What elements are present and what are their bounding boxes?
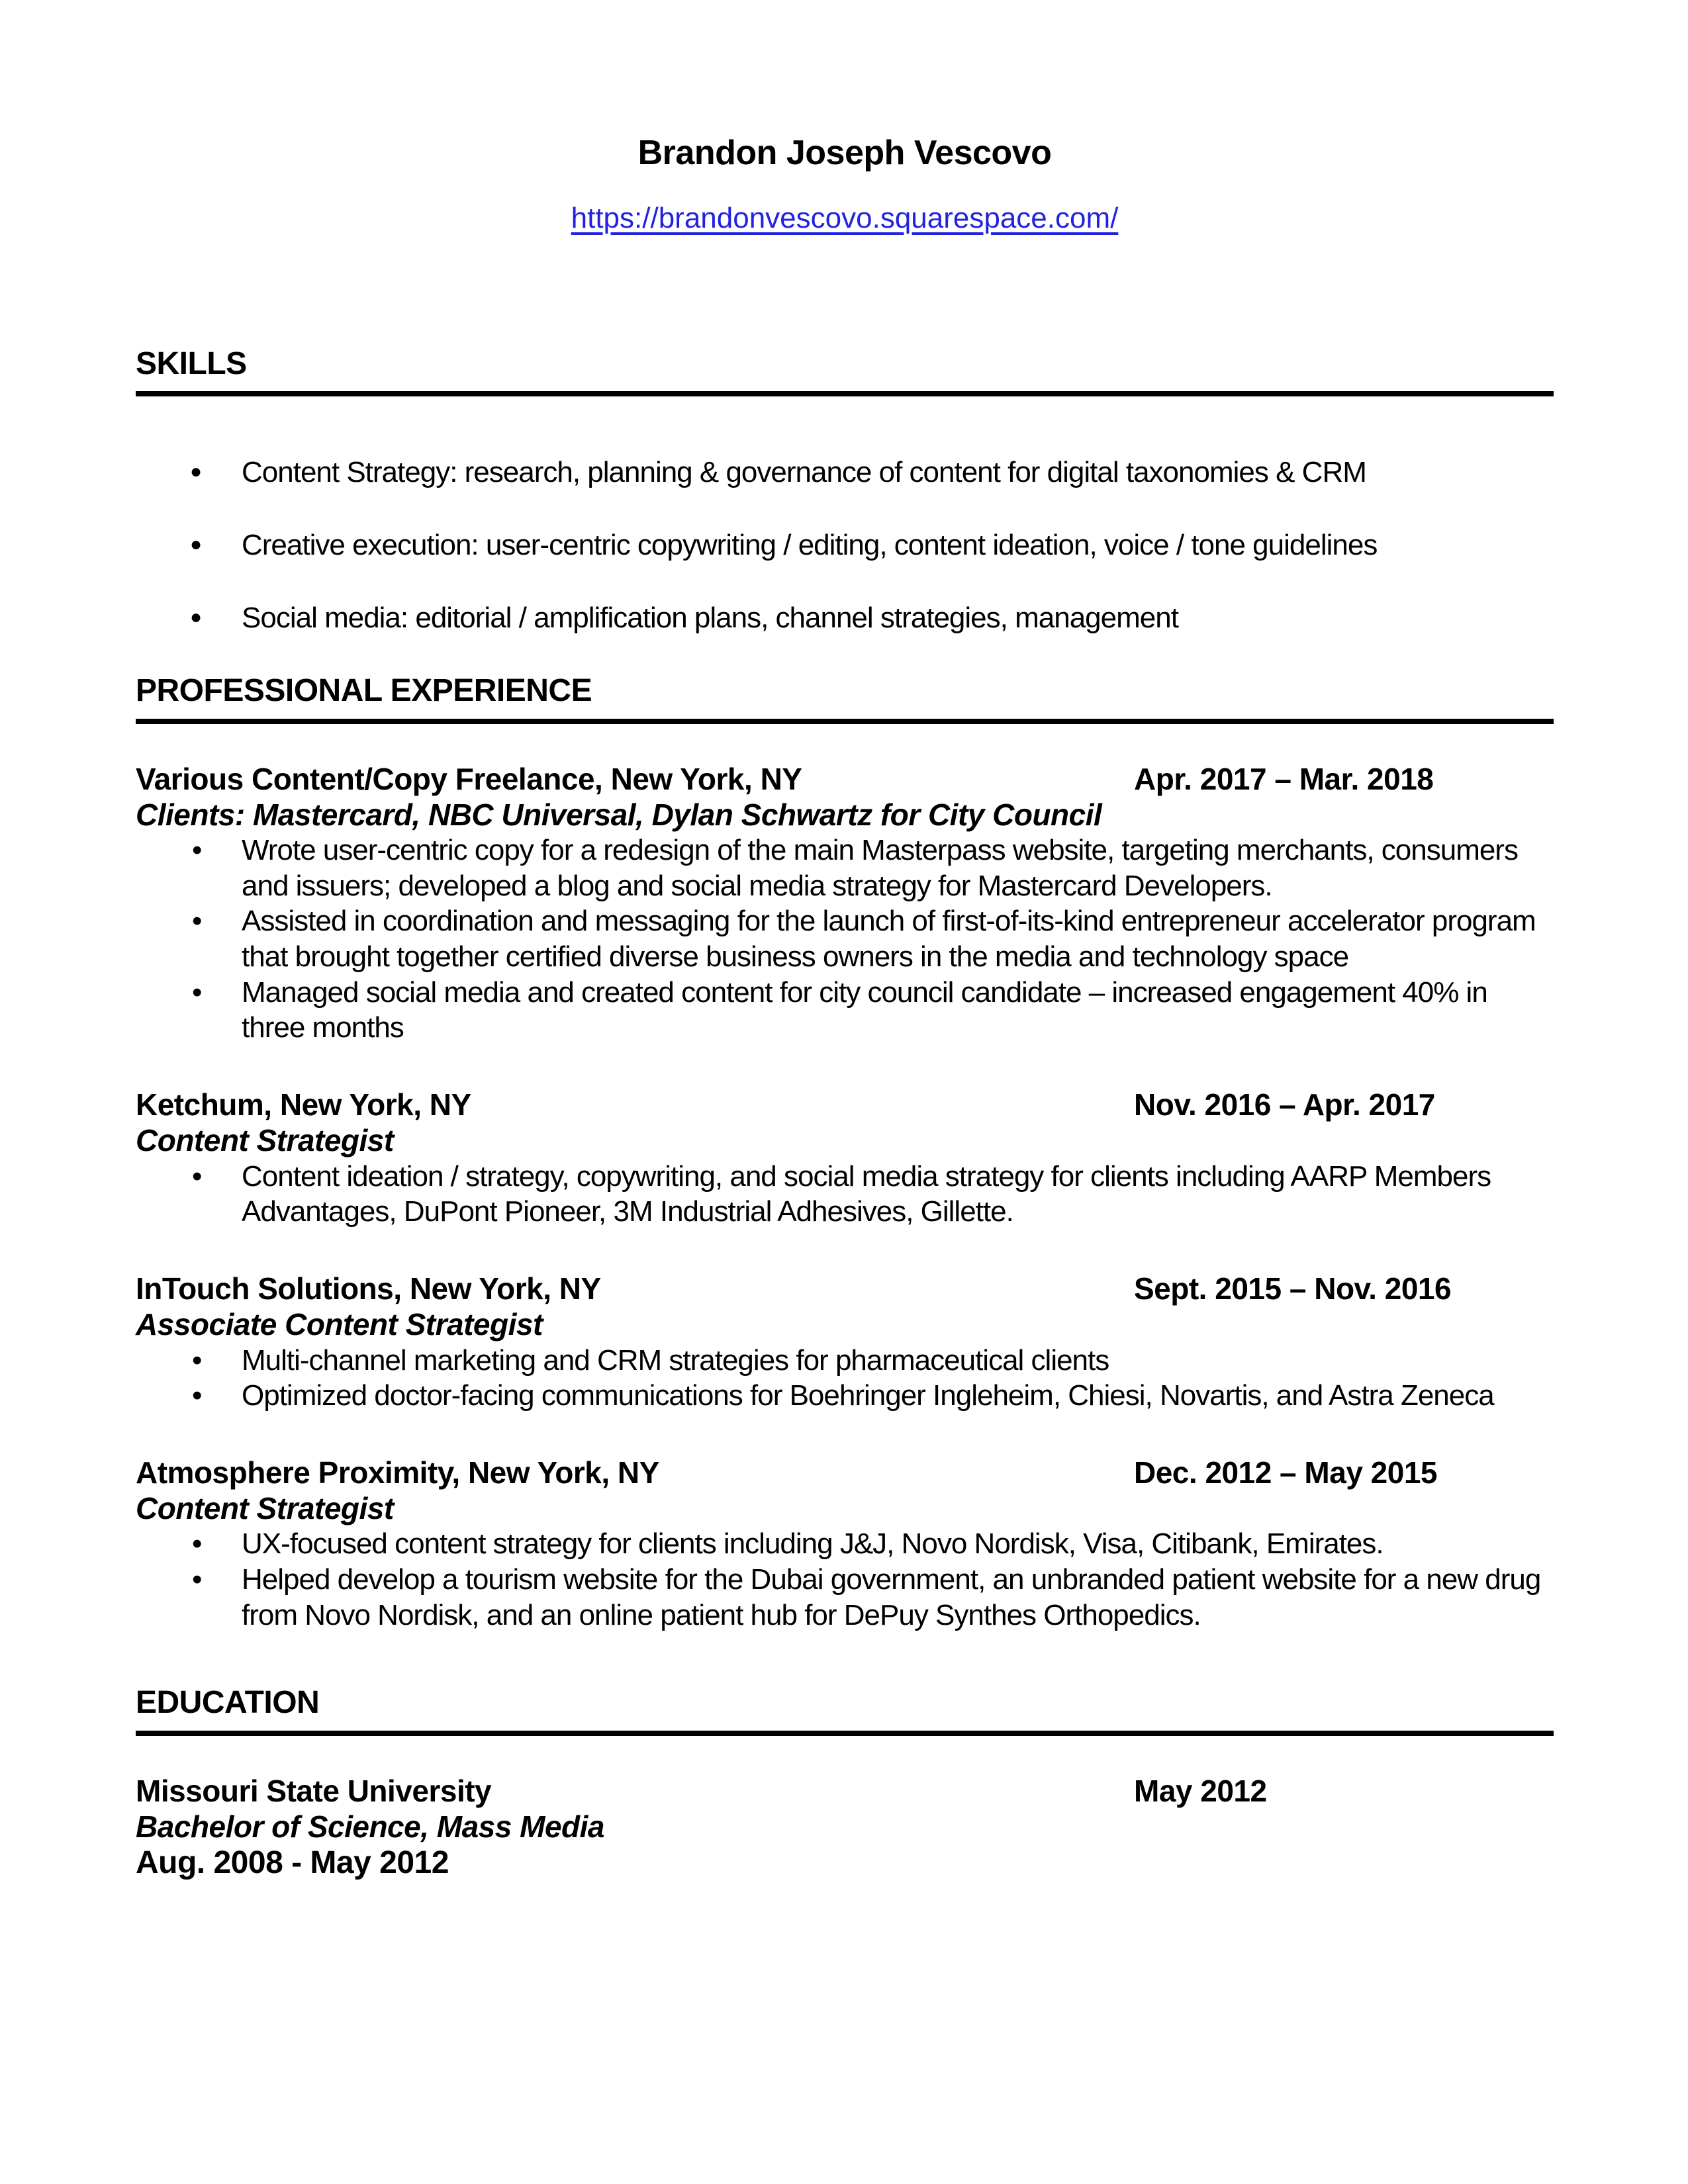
job-header <box>136 1087 1554 1122</box>
skills-list <box>136 455 1554 635</box>
education-entry <box>136 1773 1554 1882</box>
skill-item <box>136 527 1554 563</box>
job-bullet <box>136 903 1554 974</box>
education-school: Missouri State University <box>136 1773 492 1808</box>
job-bullet <box>136 1562 1554 1633</box>
bullet-icon: • <box>192 905 203 938</box>
bullet-icon: • <box>192 1379 203 1412</box>
section-heading-skills: SKILLS <box>136 345 1554 396</box>
bullet-icon: • <box>192 1563 203 1596</box>
skill-text: Social media: editorial / amplification plans, channel strategies, management <box>242 601 1178 634</box>
skill-text: Content Strategy: research, planning & governance of content for digital taxonomies & CRM <box>242 456 1366 489</box>
bullet-icon: • <box>192 834 203 867</box>
url-line <box>136 201 1554 236</box>
job-subtitle: Clients: Mastercard, NBC Universal, Dylan Schwartz for City Council <box>136 797 1102 832</box>
experience-jobs <box>136 761 1554 1633</box>
job-bullet-text: UX-focused content strategy for clients including J&J, Novo Nordisk, Visa, Citibank, Emirates. <box>242 1527 1383 1561</box>
job-bullet <box>136 1159 1554 1230</box>
portfolio-link[interactable]: https://brandonvescovo.squarespace.com/ <box>571 202 1119 235</box>
person-name: Brandon Joseph Vescovo <box>637 134 1052 172</box>
job-entry <box>136 1087 1554 1230</box>
job-bullet <box>136 975 1554 1046</box>
job-entry <box>136 761 1554 1046</box>
job-bullets <box>136 1526 1554 1633</box>
education-degree: Bachelor of Science, Mass Media <box>136 1809 604 1844</box>
job-subtitle: Associate Content Strategist <box>136 1307 543 1342</box>
job-bullets <box>136 833 1554 1046</box>
job-bullet-text: Multi-channel marketing and CRM strategies for pharmaceutical clients <box>242 1343 1109 1377</box>
bullet-icon: • <box>192 1160 203 1193</box>
job-bullet-text: Wrote user-centric copy for a redesign of the main Masterpass website, targeting merchants, consumers and issuers; developed a blog and social media strategy for Mastercard Developers. <box>242 834 1518 902</box>
job-title: InTouch Solutions, New York, NY <box>136 1271 601 1306</box>
bullet-icon: • <box>192 1527 203 1561</box>
bullet-icon: ● <box>190 533 203 556</box>
bullet-icon: • <box>192 976 203 1009</box>
job-entry <box>136 1455 1554 1633</box>
job-dates: Dec. 2012 – May 2015 <box>1134 1455 1438 1490</box>
job-header <box>136 1271 1554 1306</box>
job-entry <box>136 1271 1554 1414</box>
skill-text: Creative execution: user-centric copywriting / editing, content ideation, voice / tone guidelines <box>242 529 1378 562</box>
job-bullet <box>136 1526 1554 1562</box>
job-bullets <box>136 1159 1554 1230</box>
job-bullet <box>136 833 1554 903</box>
job-dates: Sept. 2015 – Nov. 2016 <box>1134 1271 1452 1306</box>
bullet-icon: ● <box>190 461 203 483</box>
job-header <box>136 1455 1554 1490</box>
job-bullet <box>136 1343 1554 1379</box>
job-dates: Apr. 2017 – Mar. 2018 <box>1134 761 1434 796</box>
section-heading-experience: PROFESSIONAL EXPERIENCE <box>136 672 1554 723</box>
job-bullet-text: Helped develop a tourism website for the Dubai government, an unbranded patient website for a new drug from Novo Nordisk, and an online patient hub for DePuy Synthes Orthopedics. <box>242 1563 1541 1631</box>
education-date-range: Aug. 2008 - May 2012 <box>136 1845 449 1881</box>
education-header <box>136 1773 1554 1809</box>
skill-item <box>136 455 1554 490</box>
bullet-icon: ● <box>190 606 203 628</box>
job-title: Ketchum, New York, NY <box>136 1087 471 1122</box>
job-bullet <box>136 1378 1554 1414</box>
education-date: May 2012 <box>1134 1773 1267 1808</box>
job-header <box>136 761 1554 797</box>
section-heading-education: EDUCATION <box>136 1684 1554 1735</box>
skill-item <box>136 600 1554 636</box>
bullet-icon: • <box>192 1343 203 1377</box>
job-bullet-text: Optimized doctor-facing communications for Boehringer Ingleheim, Chiesi, Novartis, and Astra Zeneca <box>242 1379 1494 1412</box>
job-bullet-text: Content ideation / strategy, copywriting, and social media strategy for clients including AARP Members Advantages, DuPont Pioneer, 3M Industrial Adhesives, Gillette. <box>242 1160 1491 1228</box>
job-bullet-text: Managed social media and created content for city council candidate – increased engagement 40% in three months <box>242 976 1487 1044</box>
job-bullet-text: Assisted in coordination and messaging for the launch of first-of-its-kind entrepreneur accelerator program that brought together certified diverse business owners in the media and technology space <box>242 905 1536 974</box>
job-title: Various Content/Copy Freelance, New York, NY <box>136 761 802 796</box>
job-dates: Nov. 2016 – Apr. 2017 <box>1134 1087 1435 1122</box>
job-title: Atmosphere Proximity, New York, NY <box>136 1455 659 1490</box>
job-bullets <box>136 1343 1554 1414</box>
job-subtitle: Content Strategist <box>136 1491 394 1526</box>
job-subtitle: Content Strategist <box>136 1123 394 1158</box>
